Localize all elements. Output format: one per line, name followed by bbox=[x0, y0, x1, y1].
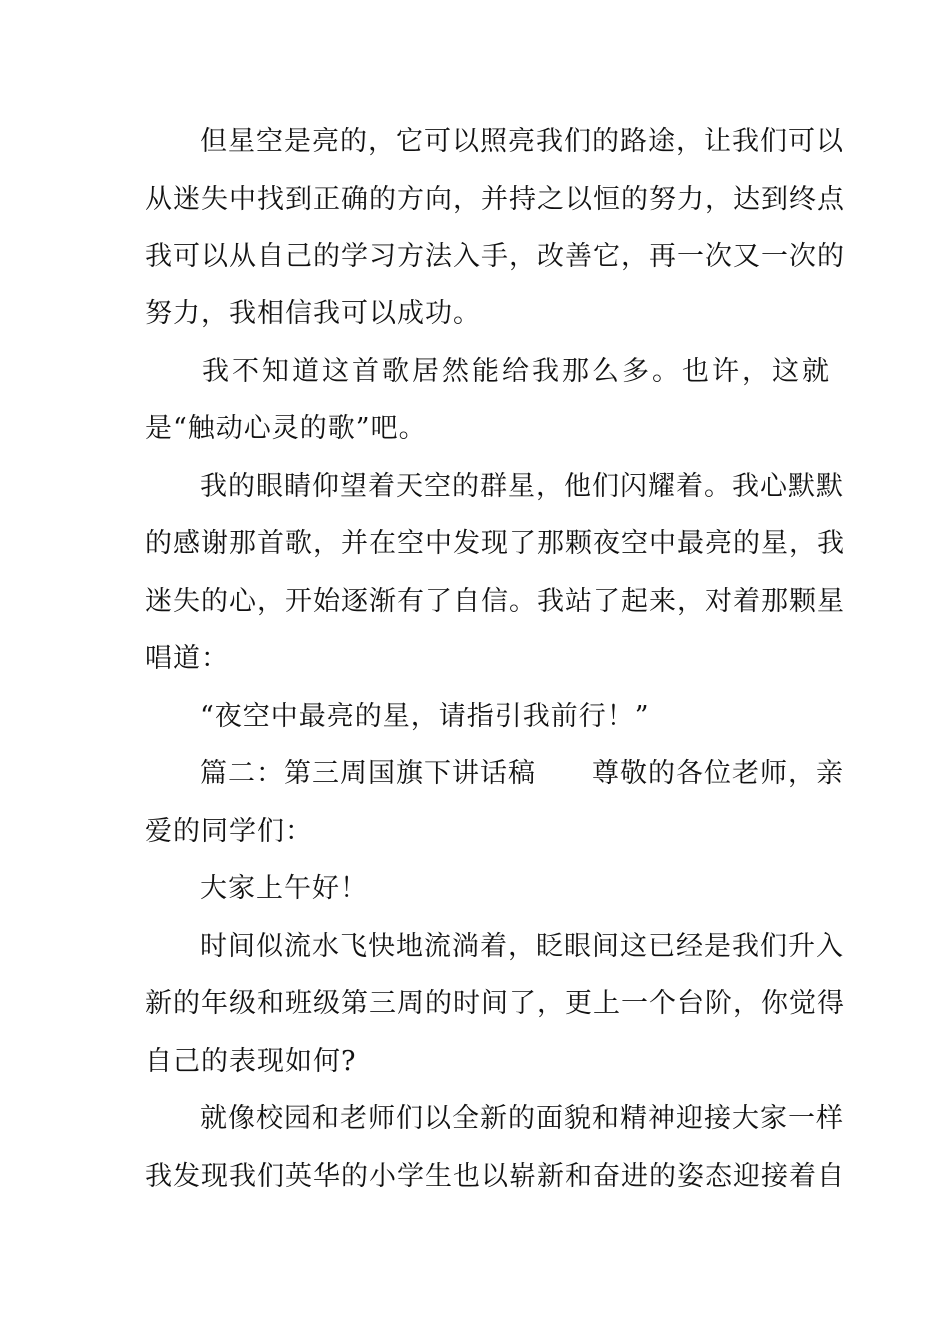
text-line: 唱道： bbox=[145, 643, 229, 674]
text-line: 爱的同学们： bbox=[145, 816, 313, 847]
text-line: 大家上午好！ bbox=[200, 873, 368, 904]
text-line: 迷失的心，开始逐渐有了自信。我站了起来，对着那颗星 bbox=[145, 586, 845, 617]
text-line: 篇二：第三周国旗下讲话稿 尊敬的各位老师，亲 bbox=[200, 758, 844, 789]
text-line: 我可以从自己的学习方法入手，改善它，再一次又一次的 bbox=[145, 241, 845, 272]
text-line: 我的眼睛仰望着天空的群星，他们闪耀着。我心默默 bbox=[200, 471, 844, 502]
text-line: 新的年级和班级第三周的时间了，更上一个台阶，你觉得 bbox=[145, 988, 845, 1019]
text-line: 我发现我们英华的小学生也以崭新和奋进的姿态迎接着自 bbox=[145, 1161, 845, 1192]
text-line: 从迷失中找到正确的方向，并持之以恒的努力，达到终点 bbox=[145, 184, 845, 215]
text-line: 我不知道这首歌居然能给我那么多。也许，这就 bbox=[202, 356, 832, 387]
text-line: 时间似流水飞快地流淌着，眨眼间这已经是我们升入 bbox=[200, 931, 844, 962]
text-line: 但星空是亮的，它可以照亮我们的路途，让我们可以 bbox=[200, 126, 844, 157]
text-line: 的感谢那首歌，并在空中发现了那颗夜空中最亮的星，我 bbox=[145, 528, 845, 559]
text-line: 是“触动心灵的歌”吧。 bbox=[145, 413, 427, 444]
text-line: 努力，我相信我可以成功。 bbox=[145, 298, 481, 329]
text-line: 就像校园和老师们以全新的面貌和精神迎接大家一样 bbox=[200, 1103, 844, 1134]
text-line: “夜空中最亮的星，请指引我前行！” bbox=[200, 701, 650, 732]
text-line: 自己的表现如何? bbox=[145, 1046, 357, 1077]
